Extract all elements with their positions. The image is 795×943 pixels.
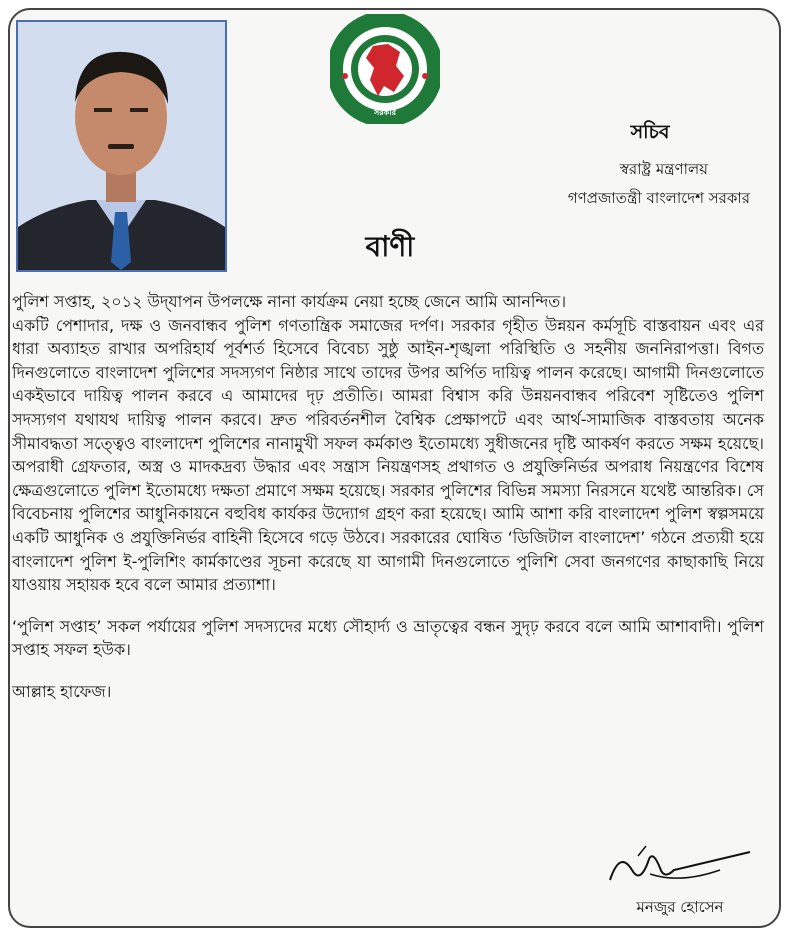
paragraph-wish: ‘পুলিশ সপ্তাহ’ সকল পর্যায়ের পুলিশ সদস্যদের মধ্যে সৌহার্দ্য ও ভ্রাতৃত্বের বন্ধন সুদৃঢ় করবে বলে আমি আশাবাদী। পুলিশ সপ্তাহ সফল হউক। [12,616,764,660]
government-seal [330,14,440,124]
official-portrait [16,20,227,272]
seal-text-bottom: সরকার [373,108,397,117]
message-heading: বাণী [365,230,415,263]
message-body [12,290,764,704]
paragraph-main: একটি পেশাদার, দক্ষ ও জনবান্ধব পুলিশ গণতান্ত্রিক সমাজের দর্পণ। সরকার গৃহীত উন্নয়ন কর্মসূচি বাস্তবায়ন এবং এর ধারা অব্যাহত রাখার অপরিহার্য পূর্বশর্ত হিসেবে বিবেচ্য সুষ্ঠু আইন-শৃঙ্খলা পরিস্থিতি ও সহনীয় জননিরাপত্তা। বিগত দিনগুলোতে বাংলাদেশ পুলিশের সদস্যগণ নিষ্ঠার সাথে তাদের উপর অর্পিত দায়িত্ব পালন করেছে। আগামী দিনগুলোতে একইভাবে দায়িত্ব পালন করবে এ আমাদের দৃঢ় প্রতীতি। আমরা বিশ্বাস করি উন্নয়নবান্ধব পরিবেশ সৃষ্টিতেও পুলিশ সদস্যগণ যথাযথ দায়িত্ব পালন করবে। দ্রুত পরিবর্তনশীল বৈশ্বিক প্রেক্ষাপটে এবং আর্থ-সামাজিক বাস্তবতায় অনেক সীমাবদ্ধতা সত্ত্বেও বাংলাদেশ পুলিশের নানামুখী সফল কর্মকাণ্ড ইতোমধ্যে সুধীজনের দৃষ্টি আকর্ষণ করতে সক্ষম হয়েছে। অপরাধী গ্রেফতার, অস্ত্র ও মাদকদ্রব্য উদ্ধার এবং সন্ত্রাস নিয়ন্ত্রণসহ প্রথাগত ও প্রযুক্তিনির্ভর অপরাধ নিয়ন্ত্রণের বিশেষ ক্ষেত্রগুলোতে পুলিশ ইতোমধ্যে দক্ষতা প্রমাণে সক্ষম হয়েছে। সরকার পুলিশের বিভিন্ন সমস্যা নিরসনে যথেষ্ট আন্তরিক। সে বিবেচনায় পুলিশের আধুনিকায়নে বহুবিধ কার্যকর উদ্যোগ গ্রহণ করা হয়েছে। আমি আশা করি বাংলাদেশ পুলিশ স্বল্পসময়ে একটি আধুনিক ও প্রযুক্তিনির্ভর বাহিনী হিসেবে গড়ে উঠবে। সরকারের ঘোষিত ‘ডিজিটাল বাংলাদেশ’ গঠনে প্রত্যয়ী হয়ে বাংলাদেশ পুলিশ ই-পুলিশিং কার্মকাণ্ডের সূচনা করেছে যা আগামী দিনগুলোতে পুলিশি সেবা জনগণের কাছাকাছি নিয়ে যাওয়ায় সহায়ক হবে বলে আমার প্রত্যাশা। [12,315,764,595]
government-name: গণপ্রজাতন্ত্রী বাংলাদেশ সরকার [567,189,750,207]
signer-name: মনজুর হোসেন [636,898,724,916]
paragraph-intro: পুলিশ সপ্তাহ, ২০১২ উদ্‌যাপন উপলক্ষে নানা কার্যক্রম নেয়া হচ্ছে জেনে আমি আনন্দিত। [12,292,567,311]
handwritten-signature [590,840,770,892]
portrait-image [18,22,225,270]
designation-block [480,118,750,216]
paragraph-closing: আল্লাহ হাফেজ। [12,681,112,701]
ministry-name: স্বরাষ্ট্র মন্ত্রণালয় [619,160,708,178]
designation-title: সচিব [630,121,670,143]
